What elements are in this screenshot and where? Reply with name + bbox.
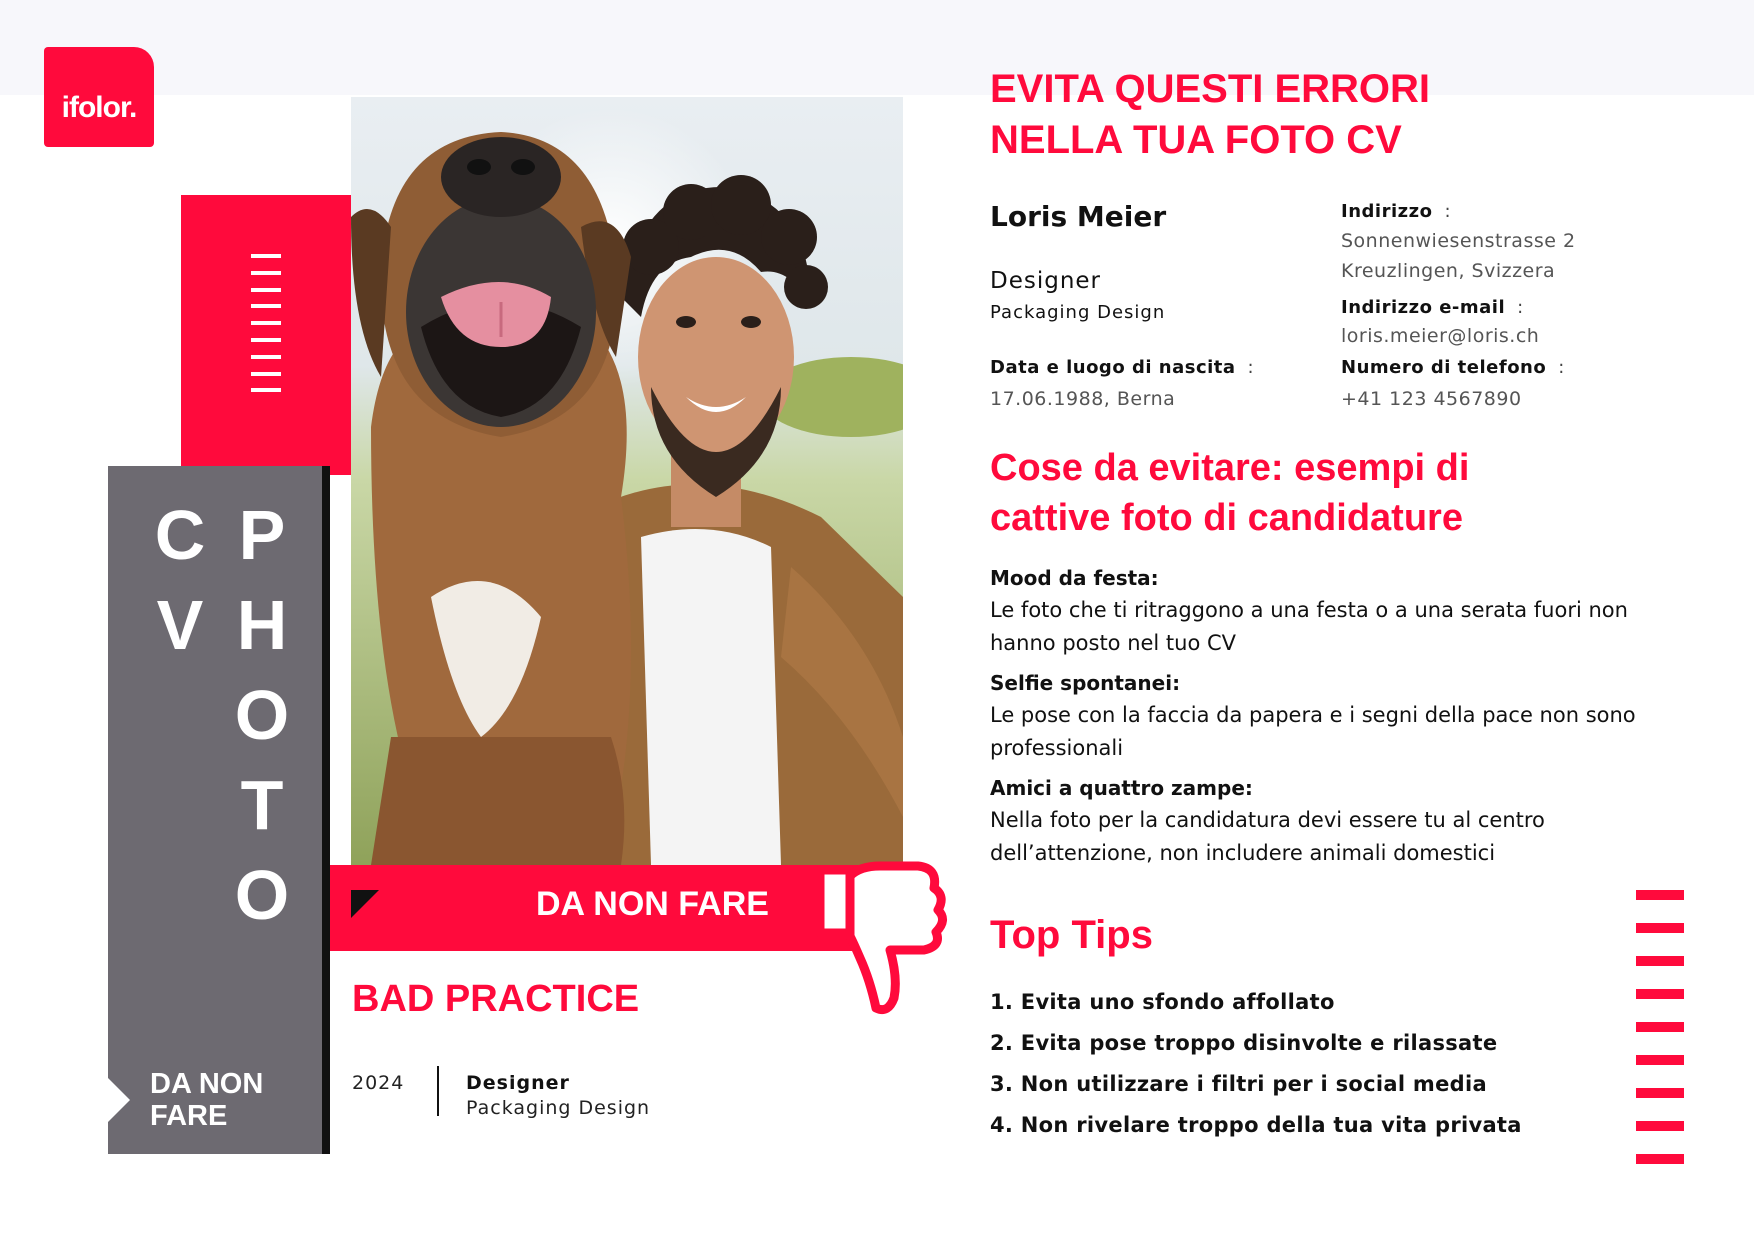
- right-stripes-decoration: [1636, 890, 1684, 1187]
- avoid-item-text: Nella foto per la candidatura devi essere tu al centro dell’attenzione, non includere animali domestici: [990, 808, 1545, 865]
- main-title: [990, 64, 1430, 166]
- email-label: Indirizzo e-mail :: [1341, 297, 1524, 318]
- grey-label-line2: FARE: [150, 1100, 228, 1132]
- avoid-item-heading: Selfie spontanei:: [990, 671, 1181, 695]
- letter-t: T: [240, 766, 284, 844]
- address-label: Indirizzo :: [1341, 201, 1452, 222]
- cv-photo-man-with-dog: [351, 97, 903, 865]
- birth-value: 17.06.1988, Berna: [990, 388, 1176, 410]
- letter-c: C: [154, 496, 206, 574]
- phone-label: Numero di telefono :: [1341, 357, 1565, 378]
- tip-item: 3. Non utilizzare i filtri per i social media: [990, 1072, 1487, 1096]
- banner-corner-triangle: [351, 890, 379, 918]
- panel-notch: [108, 1078, 130, 1122]
- address-line2: Kreuzlingen, Svizzera: [1341, 260, 1556, 282]
- banner-label: DA NON FARE: [536, 885, 769, 923]
- email-value[interactable]: loris.meier@loris.ch: [1341, 325, 1540, 347]
- grey-label-line1: DA NON: [150, 1068, 264, 1100]
- avoid-item-text: Le pose con la faccia da papera e i segni della pace non sono professionali: [990, 703, 1636, 760]
- avoid-title-line2: cattive foto di candidature: [990, 497, 1463, 539]
- card-year: 2024: [352, 1072, 405, 1094]
- address-line1: Sonnenwiesenstrasse 2: [1341, 230, 1576, 252]
- tip-item: 1. Evita uno sfondo affollato: [990, 990, 1335, 1014]
- thumbs-down-icon: [800, 858, 950, 1022]
- letter-o-2: O: [234, 856, 290, 934]
- main-title-line2: NELLA TUA FOTO CV: [990, 118, 1402, 162]
- avoid-item-text: Le foto che ti ritraggono a una festa o a una serata fuori non hanno posto nel tuo CV: [990, 598, 1628, 655]
- top-tips-title: Top Tips: [990, 913, 1153, 957]
- left-stripes-decoration: [251, 254, 281, 405]
- phone-value[interactable]: +41 123 4567890: [1341, 388, 1522, 410]
- vertical-cv-letters: [150, 490, 210, 670]
- card-divider: [437, 1066, 439, 1116]
- avoid-item-heading: Mood da festa:: [990, 566, 1159, 590]
- profile-department: Packaging Design: [990, 302, 1166, 323]
- profile-name: Loris Meier: [990, 200, 1167, 233]
- avoid-item-heading: Amici a quattro zampe:: [990, 776, 1253, 800]
- letter-v: V: [156, 586, 204, 664]
- card-department: Packaging Design: [466, 1097, 651, 1119]
- grey-panel-edge: [322, 466, 330, 1154]
- bad-practice-heading: BAD PRACTICE: [352, 978, 640, 1020]
- tip-item: 4. Non rivelare troppo della tua vita privata: [990, 1113, 1522, 1137]
- avoid-title: [990, 443, 1469, 543]
- top-band: [0, 0, 1754, 95]
- tip-item: 2. Evita pose troppo disinvolte e rilassate: [990, 1031, 1498, 1055]
- grey-side-panel: [108, 466, 328, 1154]
- letter-o: O: [234, 676, 290, 754]
- profile-role: Designer: [990, 268, 1102, 294]
- birth-label: Data e luogo di nascita :: [990, 357, 1255, 378]
- letter-h: H: [236, 586, 288, 664]
- vertical-photo-letters: [232, 490, 292, 940]
- letter-p: P: [238, 496, 286, 574]
- avoid-title-line1: Cose da evitare: esempi di: [990, 447, 1470, 489]
- card-role: Designer: [466, 1072, 570, 1094]
- main-title-line1: EVITA QUESTI ERRORI: [990, 67, 1431, 111]
- ifolor-logo[interactable]: ifolor.: [44, 47, 154, 147]
- grey-panel-label: [150, 1068, 310, 1132]
